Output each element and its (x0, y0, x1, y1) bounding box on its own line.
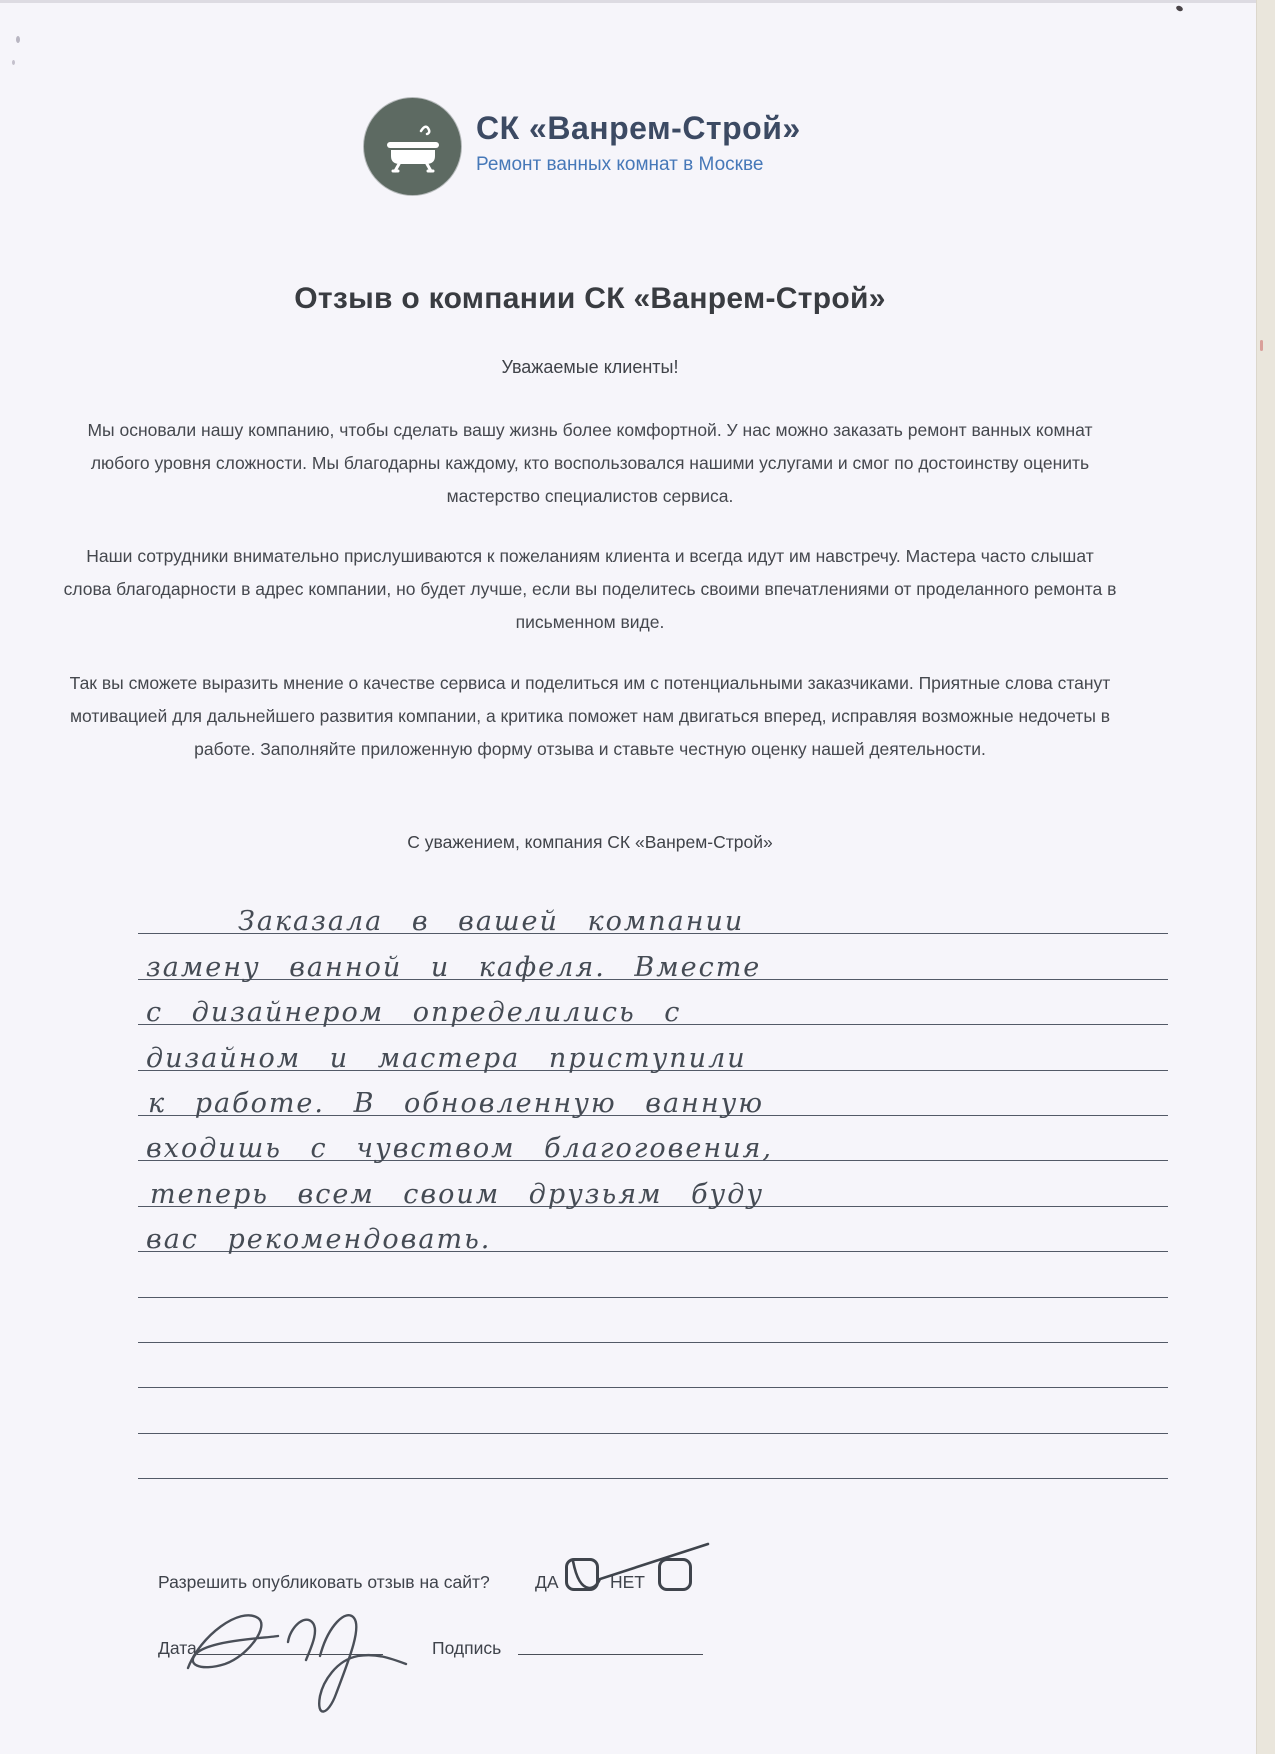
review-line[interactable] (138, 1025, 1168, 1074)
yes-label: ДА (535, 1572, 559, 1592)
company-subtitle: Ремонт ванных комнат в Москве (476, 154, 764, 175)
handwritten-text: Заказала в вашей компании (238, 906, 745, 938)
review-line[interactable] (138, 1207, 1168, 1256)
review-line[interactable] (138, 980, 1168, 1029)
signature-label: Подпись (432, 1638, 502, 1658)
handwritten-text: к работе. В обновленную ванную (148, 1087, 765, 1119)
page-title: Отзыв о компании СК «Ванрем-Строй» (294, 282, 886, 315)
review-line[interactable] (138, 1071, 1168, 1119)
company-logo (364, 98, 801, 195)
scan-paper-edge (1256, 0, 1275, 1754)
handwritten-text: теперь всем своим друзьям буду (150, 1178, 764, 1210)
handwritten-text: замену ванной и кафеля. Вместе (146, 951, 762, 983)
intro-paragraph-3: Так вы сможете выразить мнение о качестве сервиса и поделиться им с потенциальными заказчиками. Приятные слова станут мотивацией для дальнейшего развития компании, а критика поможет нам двигаться вперед, исправляя возможные недочеты в работе. Заполняйте приложенную форму отзыва и ставьте честную оценку нашей деятельности. (69, 673, 1111, 759)
handwritten-text: с дизайнером определились с (146, 997, 682, 1029)
scan-speck (1175, 5, 1183, 12)
review-line[interactable] (138, 1116, 1168, 1165)
date-field[interactable] (197, 1654, 383, 1655)
signature-field[interactable] (518, 1654, 703, 1655)
no-checkbox[interactable] (658, 1558, 692, 1591)
salutation: Уважаемые клиенты! (501, 357, 679, 377)
intro-paragraph-1: Мы основали нашу компанию, чтобы сделать вашу жизнь более комфортной. У нас можно заказать ремонт ванных комнат любого уровня сложности. Мы благодарны каждому, кто воспользовался нашими услугами и смог по достоинству оценить мастерство специалистов сервиса. (87, 420, 1093, 506)
review-writing-area[interactable] (138, 889, 1168, 1479)
review-line[interactable] (138, 1388, 1168, 1433)
handwritten-text: вас рекомендовать. (146, 1224, 492, 1256)
review-line[interactable] (138, 1298, 1168, 1343)
company-title: СК «Ванрем-Строй» (476, 110, 801, 146)
closing-line: С уважением, компания СК «Ванрем-Строй» (407, 832, 773, 852)
scan-top-edge (0, 0, 1275, 3)
review-line[interactable] (138, 1434, 1168, 1479)
company-name-block (476, 98, 801, 176)
review-line[interactable] (138, 1161, 1168, 1210)
scan-speck (16, 36, 20, 43)
handwritten-signature (170, 1598, 430, 1728)
review-line[interactable] (138, 1343, 1168, 1388)
handwritten-text: дизайном и мастера приступили (146, 1042, 747, 1074)
no-label: НЕТ (610, 1572, 645, 1592)
scan-speck (12, 60, 15, 65)
date-label: Дата (158, 1638, 197, 1658)
review-line[interactable] (138, 1252, 1168, 1297)
scan-speck (1260, 340, 1263, 351)
handwritten-text: входишь с чувством благоговения, (146, 1133, 773, 1165)
intro-paragraph-2: Наши сотрудники внимательно прислушиваются к пожеланиям клиента и всегда идут им навстречу. Мастера часто слышат слова благодарности в адрес компании, но будет лучше, если вы поделитесь своими впечатлениями от проделанного ремонта в письменном виде. (63, 546, 1117, 632)
publish-question: Разрешить опубликовать отзыв на сайт? (158, 1572, 490, 1592)
yes-checkbox[interactable] (565, 1558, 599, 1591)
bathtub-icon (364, 98, 461, 195)
review-line[interactable] (138, 889, 1168, 938)
review-line[interactable] (138, 934, 1168, 983)
